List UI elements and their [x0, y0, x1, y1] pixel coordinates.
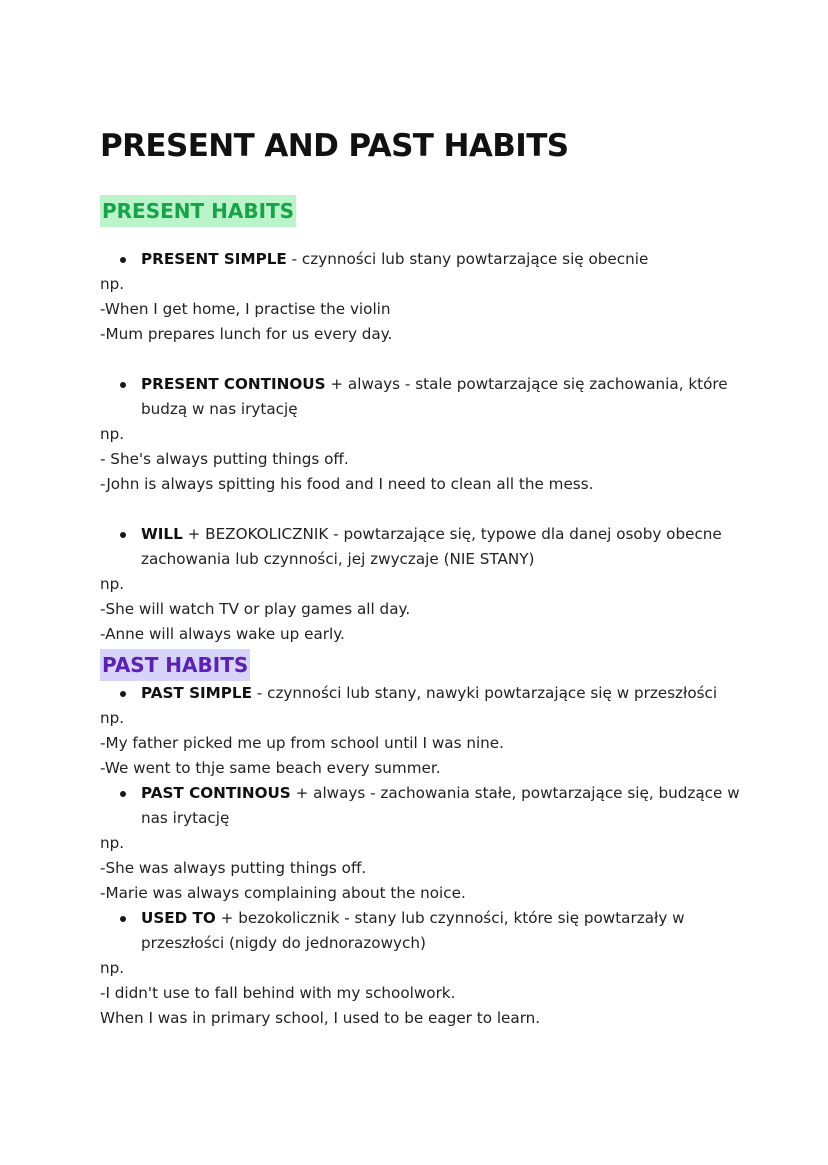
- np-label: np.: [100, 425, 125, 443]
- example-line: -Mum prepares lunch for us every day.: [100, 325, 393, 343]
- used-to-term: USED TO: [141, 909, 216, 927]
- example-line: -When I get home, I practise the violin: [100, 300, 391, 318]
- np-label: np.: [100, 959, 125, 977]
- example-line: -Anne will always wake up early.: [100, 625, 345, 643]
- past-habits-heading: PAST HABITS: [100, 649, 250, 681]
- example-line: -John is always spitting his food and I need to clean all the mess.: [100, 475, 594, 493]
- will-item: [100, 522, 740, 572]
- bullet-icon: [120, 382, 126, 388]
- example-line: - She's always putting things off.: [100, 450, 349, 468]
- example-line: When I was in primary school, I used to be eager to learn.: [100, 1009, 541, 1027]
- bullet-icon: [120, 791, 126, 797]
- np-label: np.: [100, 575, 125, 593]
- past-continous-desc-2: nas irytację: [141, 809, 230, 827]
- will-term: WILL: [141, 525, 183, 543]
- np-label: np.: [100, 275, 125, 293]
- bullet-icon: [120, 257, 126, 263]
- present-continous-desc: + always - stale powtarzające się zachowania, które: [325, 375, 728, 393]
- example-line: -I didn't use to fall behind with my schoolwork.: [100, 984, 456, 1002]
- np-label: np.: [100, 834, 125, 852]
- example-line: -Marie was always complaining about the noice.: [100, 884, 466, 902]
- example-line: -My father picked me up from school until I was nine.: [100, 734, 504, 752]
- example-line: -We went to thje same beach every summer.: [100, 759, 441, 777]
- present-simple-item: [100, 247, 740, 272]
- past-simple-desc: - czynności lub stany, nawyki powtarzające się w przeszłości: [251, 684, 718, 702]
- present-habits-heading: PRESENT HABITS: [100, 195, 296, 227]
- past-continous-item: [100, 781, 740, 831]
- past-simple-term: PAST SIMPLE: [141, 684, 252, 702]
- present-continous-item: [100, 372, 740, 422]
- example-line: -She will watch TV or play games all day.: [100, 600, 411, 618]
- bullet-icon: [120, 532, 126, 538]
- present-continous-desc-2: budzą w nas irytację: [141, 400, 298, 418]
- past-simple-item: [100, 681, 740, 706]
- past-continous-desc: + always - zachowania stałe, powtarzające się, budzące w: [290, 784, 740, 802]
- will-desc-2: zachowania lub czynności, jej zwyczaje (NIE STANY): [141, 550, 535, 568]
- document-page: [100, 124, 740, 1031]
- present-habits-section: [100, 195, 740, 227]
- present-simple-term: PRESENT SIMPLE: [141, 250, 287, 268]
- np-label: np.: [100, 709, 125, 727]
- used-to-desc-2: przeszłości (nigdy do jednorazowych): [141, 934, 426, 952]
- past-habits-section: [100, 649, 740, 681]
- will-desc: + BEZOKOLICZNIK - powtarzające się, typowe dla danej osoby obecne: [182, 525, 722, 543]
- bullet-icon: [120, 691, 126, 697]
- page-title: PRESENT AND PAST HABITS: [100, 128, 569, 164]
- present-continous-term: PRESENT CONTINOUS: [141, 375, 326, 393]
- used-to-desc: + bezokolicznik - stany lub czynności, które się powtarzały w: [215, 909, 685, 927]
- past-continous-term: PAST CONTINOUS: [141, 784, 291, 802]
- bullet-icon: [120, 916, 126, 922]
- used-to-item: [100, 906, 740, 956]
- example-line: -She was always putting things off.: [100, 859, 367, 877]
- present-simple-desc: - czynności lub stany powtarzające się obecnie: [286, 250, 649, 268]
